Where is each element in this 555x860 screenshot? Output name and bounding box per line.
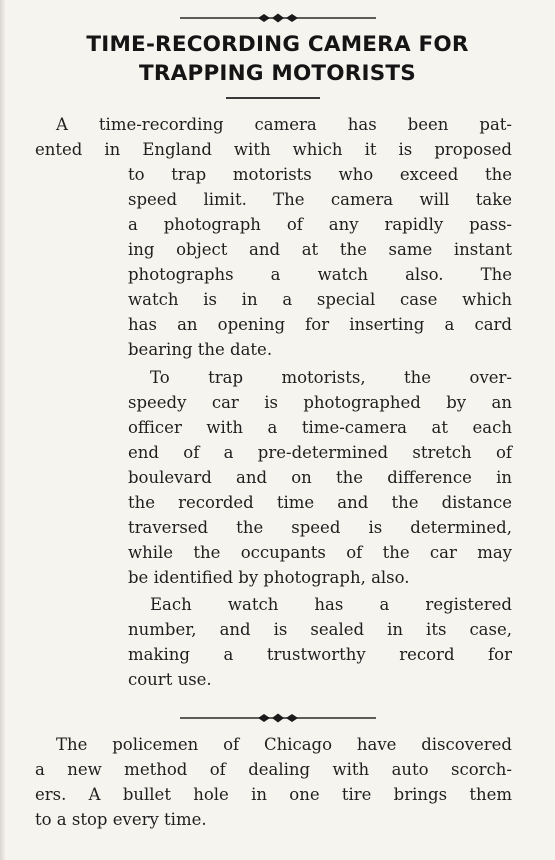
body-line: has an opening for inserting a card	[128, 315, 512, 334]
body-line: to a stop every time.	[35, 810, 207, 829]
body-line: speedy car is photographed by an	[128, 393, 512, 412]
article-title	[0, 30, 555, 88]
body-line: court use.	[128, 670, 212, 689]
body-line: making a trustworthy record for	[128, 645, 512, 664]
body-line: number, and is sealed in its case,	[128, 620, 512, 639]
body-line: a new method of dealing with auto scorch-	[35, 760, 512, 779]
body-line: photographs a watch also. The	[128, 265, 512, 284]
body-line: Each watch has a registered	[150, 595, 512, 614]
body-line: the recorded time and the distance	[128, 493, 512, 512]
body-line: be identified by photograph, also.	[128, 568, 410, 587]
body-line: ented in England with which it is proposed	[35, 140, 512, 159]
body-line: speed limit. The camera will take	[128, 190, 512, 209]
body-line: watch is in a special case which	[128, 290, 512, 309]
title-line-2: TRAPPING MOTORISTS	[139, 61, 416, 86]
scan-edge	[0, 0, 6, 860]
body-line: a photograph of any rapidly pass-	[128, 215, 512, 234]
body-line: traversed the speed is determined,	[128, 518, 512, 537]
body-line: while the occupants of the car may	[128, 543, 512, 562]
body-line: The policemen of Chicago have discovered	[56, 735, 512, 754]
section-ornament-divider	[0, 712, 555, 724]
body-line: ing object and at the same instant	[128, 240, 512, 259]
top-ornament-divider	[0, 12, 555, 24]
body-line: to trap motorists who exceed the	[128, 165, 512, 184]
title-underline-rule	[226, 97, 320, 99]
body-line: end of a pre-determined stretch of	[128, 443, 512, 462]
body-line: bearing the date.	[128, 340, 273, 359]
body-line: officer with a time-camera at each	[128, 418, 512, 437]
body-line: To trap motorists, the over-	[150, 368, 512, 387]
body-line: boulevard and on the difference in	[128, 468, 512, 487]
body-line: A time-recording camera has been pat-	[56, 115, 512, 134]
body-line: ers. A bullet hole in one tire brings them	[35, 785, 512, 804]
title-line-1: TIME-RECORDING CAMERA FOR	[86, 32, 469, 57]
